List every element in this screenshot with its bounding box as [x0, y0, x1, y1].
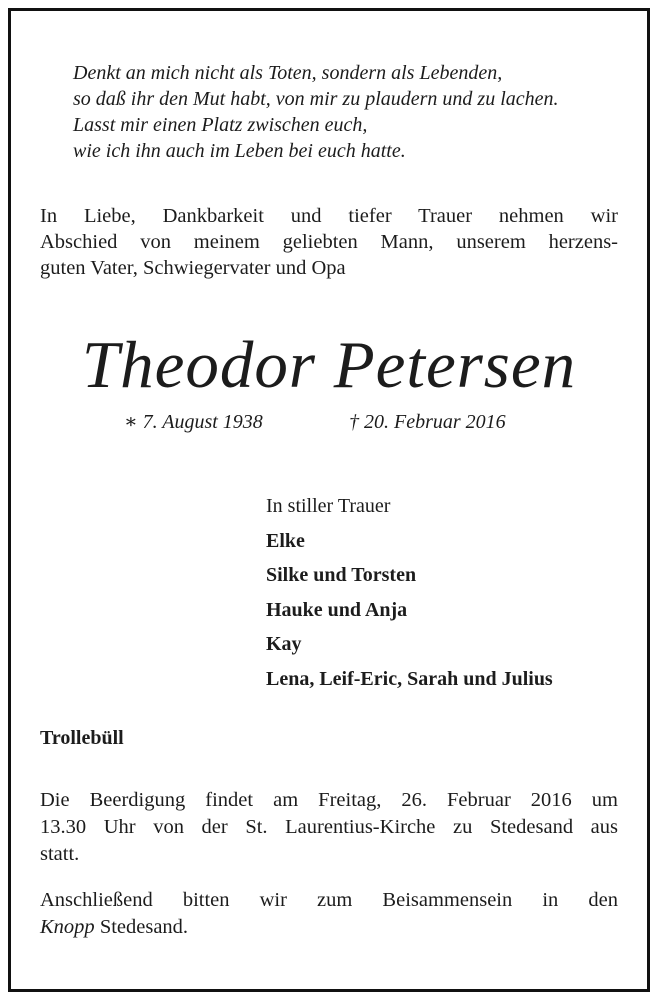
poem-line: Lasst mir einen Platz zwischen euch, — [73, 114, 368, 136]
poem-line: Denkt an mich nicht als Toten, sondern als Lebenden, — [73, 62, 503, 84]
funeral-line: Die Beerdigung findet am Freitag, 26. Februar 2016 um — [40, 789, 618, 811]
deceased-name: Theodor Petersen — [81, 328, 577, 402]
funeral-line: 13.30 Uhr von der St. Laurentius-Kirche zu Stedesand aus — [40, 816, 618, 838]
mourner-name: Lena, Leif-Eric, Sarah und Julius — [266, 667, 553, 690]
funeral-info — [40, 787, 618, 868]
mourner-name: Kay — [266, 633, 302, 655]
death-date: † 20. Februar 2016 — [349, 411, 506, 433]
mourner-name: Hauke und Anja — [266, 598, 408, 621]
mourners-list — [266, 489, 553, 696]
poem-line: so daß ihr den Mut habt, von mir zu plaudern und zu lachen. — [73, 88, 559, 110]
mourner-name: Elke — [266, 529, 305, 552]
mourner-name: Silke und Torsten — [266, 564, 417, 586]
intro-text — [40, 203, 618, 281]
venue-suffix: Stedesand. — [94, 916, 189, 938]
intro-line: Abschied von meinem geliebten Mann, unserem herzens- — [40, 231, 618, 253]
poem — [73, 60, 559, 164]
gathering-line: Anschließend bitten wir zum Beisammensein in den — [40, 889, 618, 911]
funeral-line: statt. — [40, 843, 80, 865]
birth-date: ∗ 7. August 1938 — [124, 411, 263, 433]
venue-name: Knopp — [40, 916, 95, 938]
intro-line: guten Vater, Schwiegervater und Opa — [40, 257, 346, 279]
gathering-venue-line — [40, 914, 618, 941]
mourners-heading: In stiller Trauer — [266, 495, 391, 517]
place-name: Trollebüll — [40, 727, 124, 749]
intro-line: In Liebe, Dankbarkeit und tiefer Trauer nehmen wir — [40, 205, 618, 227]
gathering-info — [40, 887, 618, 941]
poem-line: wie ich ihn auch im Leben bei euch hatte. — [73, 140, 406, 162]
